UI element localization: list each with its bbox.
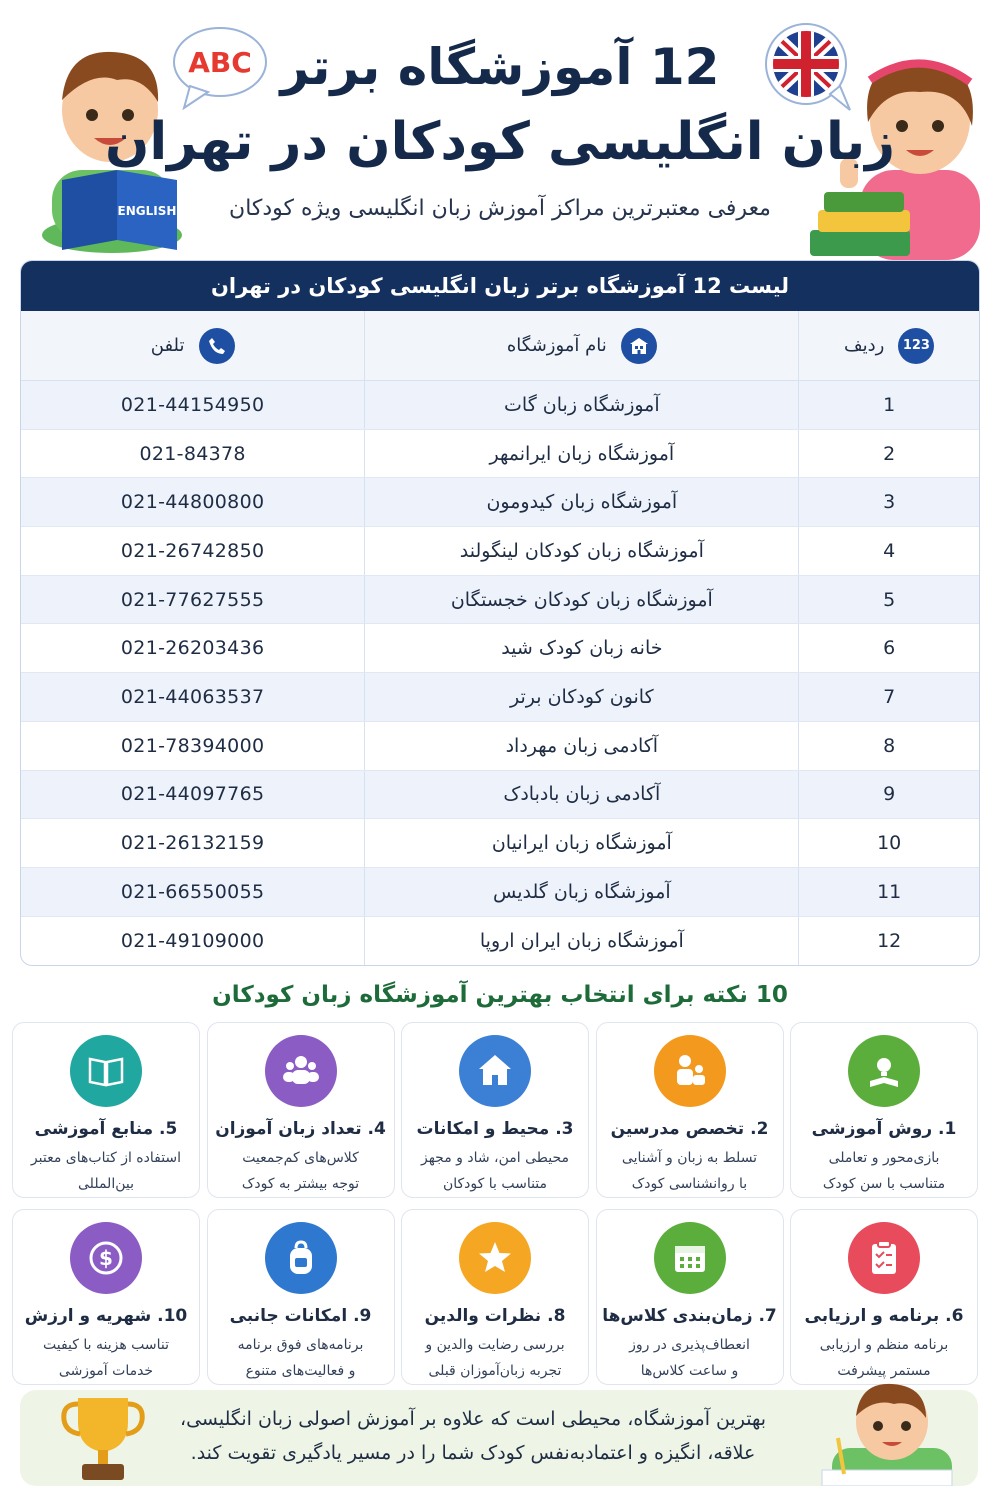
tip-title: 3. محیط و امکانات (416, 1119, 574, 1139)
table-row (21, 478, 979, 527)
footer-banner (20, 1390, 978, 1486)
star-icon (459, 1222, 531, 1294)
school-name: آموزشگاه زبان ایران اروپا (364, 917, 799, 966)
row-index: 10 (877, 832, 902, 855)
tip-card (207, 1022, 395, 1198)
tip-description-line2: خدمات آموزشی (58, 1363, 154, 1379)
phone-number[interactable]: 021-84378 (139, 442, 246, 465)
table-row (21, 868, 979, 917)
table-row (21, 819, 979, 868)
tip-title: 6. برنامه و ارزیابی (804, 1306, 964, 1326)
page-title-line1: 12 آموزشگاه برتر (280, 38, 720, 96)
school-name: کانون کودکان برتر (364, 673, 799, 721)
table-row (21, 722, 979, 771)
row-index: 8 (883, 734, 896, 757)
school-name: آموزشگاه زبان گلدیس (364, 868, 799, 916)
backpack-icon (265, 1222, 337, 1294)
tip-card (207, 1209, 395, 1385)
tip-card (596, 1209, 784, 1385)
schools-table (20, 260, 980, 966)
table-row (21, 673, 979, 722)
tip-description (13, 1145, 199, 1197)
phone-number[interactable]: 021-26203436 (120, 637, 265, 660)
row-index: 5 (883, 588, 896, 611)
tips-section-title: 10 نکته برای انتخاب بهترین آموزشگاه زبان کودکان (212, 982, 788, 1008)
column-header-phone-label: تلفن (150, 335, 185, 356)
tip-card (596, 1022, 784, 1198)
tip-title: 5. منابع آموزشی (34, 1119, 178, 1139)
table-row (21, 771, 979, 820)
boy-writing-illustration (802, 1378, 972, 1486)
column-header-index-label: ردیف (844, 335, 885, 356)
tip-description-line1: محیطی امن، شاد و مجهز (421, 1150, 569, 1166)
table-title: لیست 12 آموزشگاه برتر زبان انگلیسی کودکان در تهران (21, 261, 979, 311)
tip-card (12, 1022, 200, 1198)
tip-title: 8. نظرات والدین (424, 1306, 566, 1326)
house-icon (459, 1035, 531, 1107)
lightbulb-book-icon (848, 1035, 920, 1107)
page-title-line2: زبان انگلیسی کودکان در تهران (104, 112, 896, 172)
tip-description-line1: برنامه‌های فوق برنامه (237, 1337, 364, 1353)
school-name: آموزشگاه زبان کودکان خجستگان (364, 576, 799, 624)
tip-card (790, 1209, 978, 1385)
dollar-coin-icon (70, 1222, 142, 1294)
page-subtitle: معرفی معتبرترین مراکز آموزش زبان انگلیسی ویژه کودکان (229, 196, 771, 221)
tip-description (402, 1332, 588, 1384)
phone-number[interactable]: 021-44063537 (120, 685, 265, 708)
book-label: ENGLISH (117, 204, 177, 218)
table-row (21, 381, 979, 430)
phone-number[interactable]: 021-77627555 (120, 588, 265, 611)
tip-description (791, 1332, 977, 1384)
tip-description-line2: و فعالیت‌های متنوع (245, 1363, 356, 1379)
school-name: آموزشگاه زبان کودکان لینگولند (364, 527, 799, 575)
phone-number[interactable]: 021-44800800 (120, 491, 265, 514)
tip-title: 10. شهریه و ارزش (24, 1306, 188, 1326)
tip-description-line2: و ساعت کلاس‌ها (640, 1363, 739, 1379)
table-row (21, 527, 979, 576)
row-index: 12 (877, 929, 902, 952)
school-building-icon (621, 328, 657, 364)
row-index: 6 (883, 637, 896, 660)
footer-line1: بهترین آموزشگاه، محیطی است که علاوه بر آموزش اصولی زبان انگلیسی، (179, 1408, 767, 1430)
row-index: 2 (883, 442, 896, 465)
tip-description-line2: تجربه زبان‌آموزان قبلی (428, 1363, 562, 1379)
trophy-icon (60, 1392, 146, 1484)
tip-card (12, 1209, 200, 1385)
school-name: خانه زبان کودک شید (364, 624, 799, 672)
clipboard-icon (848, 1222, 920, 1294)
tip-title: 1. روش آموزشی (811, 1119, 957, 1139)
row-index: 3 (883, 491, 896, 514)
tip-title: 7. زمان‌بندی کلاس‌ها (602, 1306, 777, 1326)
tip-title: 4. تعداد زبان آموزان (215, 1119, 386, 1139)
teacher-student-icon (654, 1035, 726, 1107)
row-index: 1 (883, 393, 896, 416)
column-header-index (799, 311, 979, 380)
footer-line2: علاقه، انگیزه و اعتمادبه‌نفس کودک شما را در مسیر یادگیری تقویت کند. (190, 1442, 756, 1464)
tip-description (791, 1145, 977, 1197)
phone-number[interactable]: 021-26132159 (120, 832, 265, 855)
school-name: آموزشگاه زبان کیدومون (364, 478, 799, 526)
school-name: آکادمی زبان بادبادک (364, 771, 799, 819)
tip-description-line1: تناسب هزینه با کیفیت (42, 1337, 170, 1353)
phone-icon (199, 328, 235, 364)
phone-number[interactable]: 021-44154950 (120, 393, 265, 416)
tip-title: 2. تخصص مدرسین (610, 1119, 769, 1139)
school-name: آموزشگاه زبان ایرانمهر (364, 430, 799, 478)
tip-description-line1: کلاس‌های کم‌جمعیت (242, 1150, 359, 1166)
phone-number[interactable]: 021-26742850 (120, 539, 265, 562)
tip-title: 9. امکانات جانبی (229, 1306, 372, 1326)
row-index: 11 (877, 880, 902, 903)
tip-description (208, 1145, 394, 1197)
tip-description-line2: متناسب با کودکان (442, 1176, 548, 1192)
tip-description-line1: انعطاف‌پذیری در روز (629, 1337, 750, 1353)
tip-description (597, 1332, 783, 1384)
tip-description (402, 1145, 588, 1197)
table-row (21, 576, 979, 625)
svg-text:$: $ (99, 1246, 113, 1270)
tip-card (790, 1022, 978, 1198)
row-index: 4 (883, 539, 896, 562)
tip-description-line2: بین‌المللی (78, 1176, 134, 1192)
table-row (21, 917, 979, 966)
row-index: 7 (883, 685, 896, 708)
table-header-row (21, 311, 979, 381)
table-row (21, 430, 979, 479)
phone-number[interactable]: 021-78394000 (120, 734, 265, 757)
open-book-icon (70, 1035, 142, 1107)
tip-description-line2: مستمر پیشرفت (837, 1363, 931, 1379)
tip-description-line1: بازی‌محور و تعاملی (828, 1150, 940, 1166)
tip-description (597, 1145, 783, 1197)
column-header-name-label: نام آموزشگاه (506, 335, 607, 356)
phone-number[interactable]: 021-66550055 (120, 880, 265, 903)
tip-card (401, 1209, 589, 1385)
table-row (21, 624, 979, 673)
table-body (21, 381, 979, 965)
school-name: آموزشگاه زبان ایرانیان (364, 819, 799, 867)
tip-card (401, 1022, 589, 1198)
numbers-icon: 123 (898, 328, 934, 364)
tip-description-line1: بررسی رضایت والدین و (425, 1337, 565, 1353)
tip-description-line1: استفاده از کتاب‌های معتبر (30, 1150, 182, 1166)
tip-description-line2: با روانشناسی کودک (631, 1176, 748, 1192)
tip-description-line1: برنامه منظم و ارزیابی (819, 1337, 949, 1353)
phone-number[interactable]: 021-49109000 (120, 929, 265, 952)
abc-text: ABC (188, 46, 252, 79)
school-name: آکادمی زبان مهرداد (364, 722, 799, 770)
row-index: 9 (883, 783, 896, 806)
header (0, 0, 1000, 258)
school-name: آموزشگاه زبان گات (364, 381, 799, 429)
tip-description-line2: متناسب با سن کودک (822, 1176, 946, 1192)
tip-description (208, 1332, 394, 1384)
tip-description (13, 1332, 199, 1384)
tip-description-line2: توجه بیشتر به کودک (241, 1176, 360, 1192)
column-header-name (364, 311, 799, 380)
footer-message (178, 1402, 768, 1470)
phone-number[interactable]: 021-44097765 (120, 783, 265, 806)
column-header-phone (21, 311, 364, 380)
calendar-icon (654, 1222, 726, 1294)
group-icon (265, 1035, 337, 1107)
tip-description-line1: تسلط به زبان و آشنایی (621, 1150, 758, 1166)
